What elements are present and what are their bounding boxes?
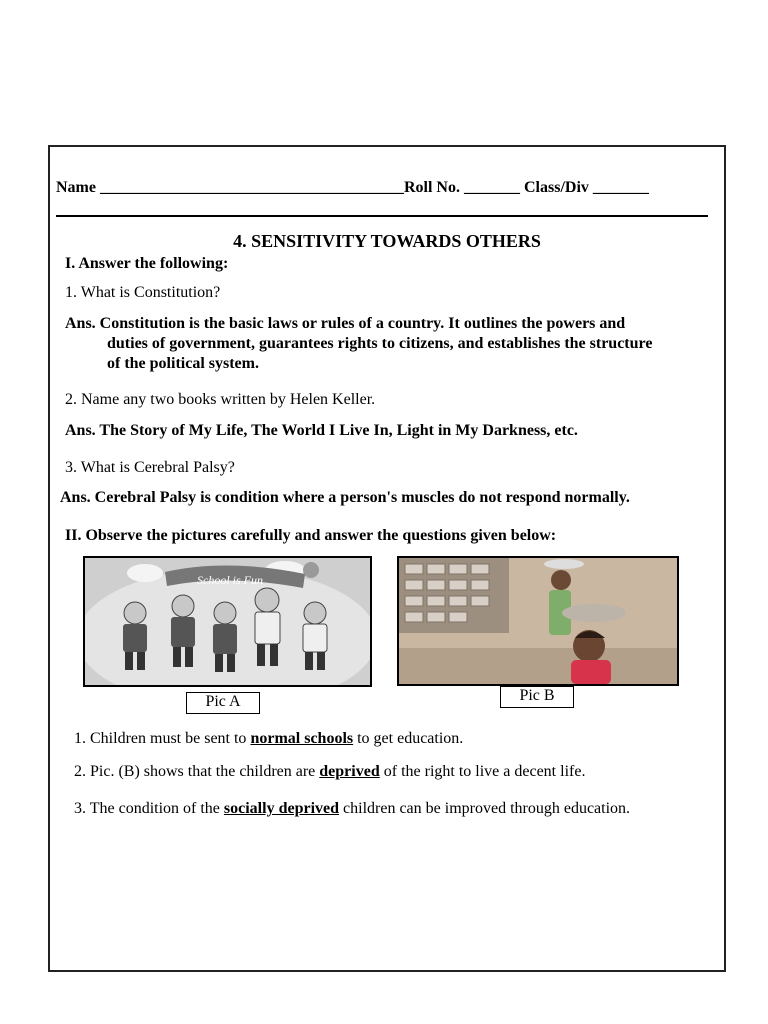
header-divider	[56, 215, 708, 217]
pic-a-image	[83, 556, 372, 687]
answer-1-line-2: duties of government, guarantees rights to citizens, and establishes the structure	[107, 335, 653, 352]
answer-2: Ans. The Story of My Life, The World I Live In, Light in My Darkness, etc.	[65, 422, 578, 439]
fill-item-2-after: of the right to live a decent life.	[379, 763, 586, 780]
pic-a-illustration	[85, 558, 370, 685]
fill-item-3-after: children can be improved through education.	[339, 800, 631, 817]
name-label: Name	[56, 179, 96, 196]
fill-item-1	[74, 730, 463, 748]
worksheet-page	[48, 145, 726, 972]
pic-a-banner-text: School is Fun	[197, 573, 263, 587]
fill-item-2-answer: deprived	[319, 763, 380, 780]
question-2: 2. Name any two books written by Helen Keller.	[65, 391, 376, 408]
roll-blank: _______	[463, 179, 520, 196]
fill-item-1-after: to get education.	[353, 730, 464, 747]
fill-item-3	[74, 800, 630, 818]
fill-item-1-answer: normal schools	[250, 730, 354, 747]
fill-item-1-before: 1. Children must be sent to	[74, 730, 251, 747]
name-blank: ______________________________________	[99, 179, 404, 196]
question-1: 1. What is Constitution?	[65, 284, 221, 301]
pic-b-caption: Pic B	[500, 686, 574, 708]
fill-item-2	[74, 763, 585, 781]
answer-1-line-3: of the political system.	[107, 355, 259, 372]
section1-heading: I. Answer the following:	[65, 255, 229, 272]
class-label: Class/Div	[523, 179, 589, 196]
fill-item-3-answer: socially deprived	[223, 800, 340, 817]
fill-item-3-before: 3. The condition of the	[74, 800, 224, 817]
header-row	[56, 179, 649, 197]
answer-3: Ans. Cerebral Palsy is condition where a person's muscles do not respond normally.	[60, 489, 630, 506]
class-blank: _______	[592, 179, 649, 196]
roll-label: Roll No.	[403, 179, 460, 196]
section2-heading: II. Observe the pictures carefully and answer the questions given below:	[65, 527, 557, 544]
question-3: 3. What is Cerebral Palsy?	[65, 459, 235, 476]
answer-1	[65, 314, 652, 374]
pic-b-photo	[399, 558, 677, 684]
pic-b-image	[397, 556, 679, 686]
page-title: 4. SENSITIVITY TOWARDS OTHERS	[233, 231, 541, 251]
fill-item-2-before: 2. Pic. (B) shows that the children are	[74, 763, 320, 780]
answer-1-line-1: Ans. Constitution is the basic laws or rules of a country. It outlines the powers and	[65, 315, 626, 332]
pic-a-caption: Pic A	[186, 692, 260, 714]
